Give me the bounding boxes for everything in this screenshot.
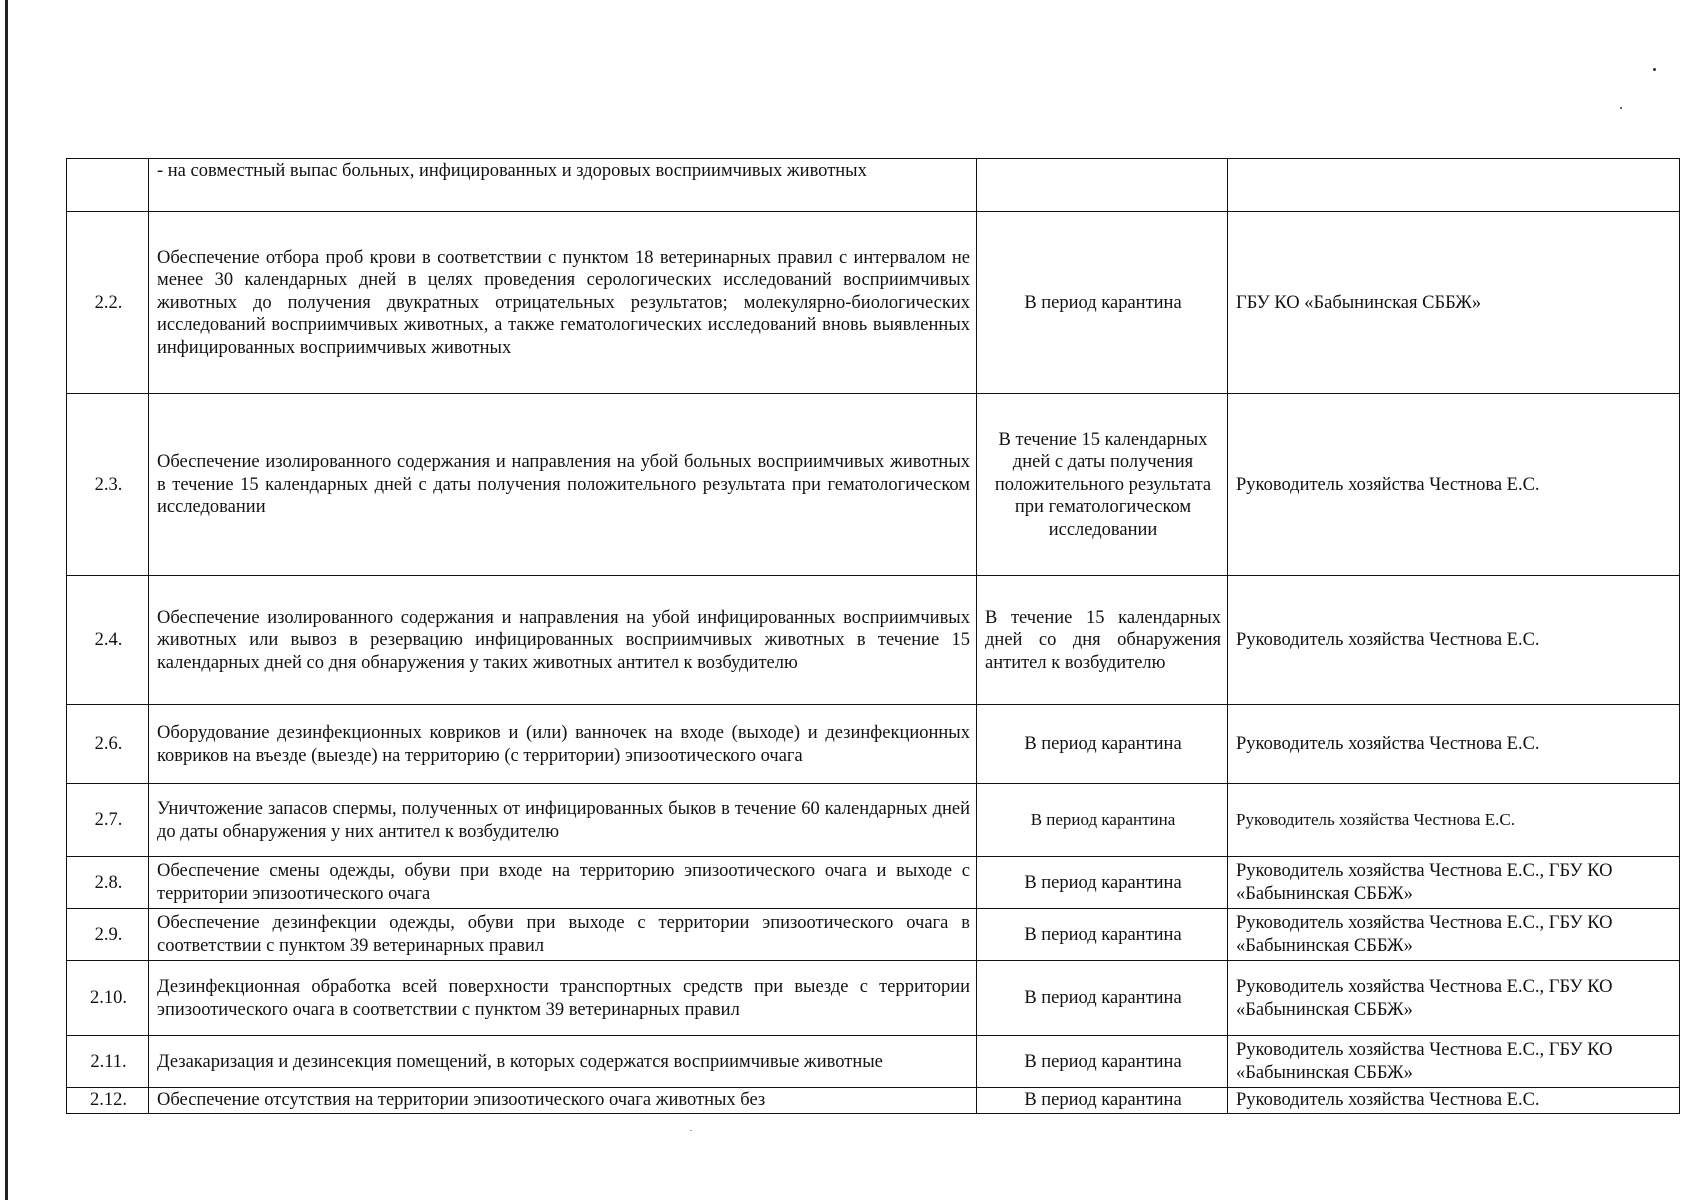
table-row [67,394,1680,576]
row-action: Обеспечение изолированного содержания и направления на убой больных восприимчивых животных в течение 15 календарных дней с даты получения положительного результата при гематологическом исследовании [149,394,977,576]
table-row [67,909,1680,961]
row-action: Дезинфекционная обработка всей поверхности транспортных средств при выезде с территории эпизоотического очага в соответствии с пунктом 39 ветеринарных правил [149,961,977,1036]
table-row [67,159,1680,212]
row-responsible: Руководитель хозяйства Честнова Е.С. [1228,576,1680,705]
row-responsible: Руководитель хозяйства Честнова Е.С. [1228,784,1680,857]
row-responsible: Руководитель хозяйства Честнова Е.С. [1228,394,1680,576]
scan-speck [690,1130,692,1131]
row-term: В период карантина [977,1036,1228,1088]
measures-table [66,158,1680,1114]
table-row [67,705,1680,784]
row-action: Обеспечение отсутствия на территории эпизоотического очага животных без [149,1088,977,1114]
row-responsible: Руководитель хозяйства Честнова Е.С., ГБУ КО «Бабынинская СББЖ» [1228,857,1680,909]
row-responsible: Руководитель хозяйства Честнова Е.С. [1228,705,1680,784]
row-term: В течение 15 календарных дней с даты получения положительного результата при гематологическом исследовании [977,394,1228,576]
row-action: Обеспечение дезинфекции одежды, обуви при выходе с территории эпизоотического очага в соответствии с пунктом 39 ветеринарных правил [149,909,977,961]
row-number [67,159,149,212]
row-term: В период карантина [977,1088,1228,1114]
row-action: Обеспечение отбора проб крови в соответствии с пунктом 18 ветеринарных правил с интервалом не менее 30 календарных дней в целях проведения серологических исследований восприимчивых животных до получения двукратных отрицательных результатов; молекулярно-биологических исследований восприимчивых животных, а также гематологических исследований вновь выявленных инфицированных восприимчивых животных [149,212,977,394]
row-number: 2.8. [67,857,149,909]
row-responsible: Руководитель хозяйства Честнова Е.С., ГБУ КО «Бабынинская СББЖ» [1228,909,1680,961]
row-action: Обеспечение изолированного содержания и направления на убой инфицированных восприимчивых животных или вывоз в резервацию инфицированных восприимчивых животных в течение 15 календарных дней со дня обнаружения у таких животных антител к возбудителю [149,576,977,705]
row-number: 2.12. [67,1088,149,1114]
row-number: 2.7. [67,784,149,857]
row-term [977,159,1228,212]
row-term: В период карантина [977,705,1228,784]
row-term: В период карантина [977,857,1228,909]
scan-speck [1620,107,1622,109]
row-responsible: Руководитель хозяйства Честнова Е.С., ГБУ КО «Бабынинская СББЖ» [1228,961,1680,1036]
row-term: В период карантина [977,961,1228,1036]
row-responsible [1228,159,1680,212]
row-term: В период карантина [977,784,1228,857]
row-responsible: ГБУ КО «Бабынинская СББЖ» [1228,212,1680,394]
row-action: Дезакаризация и дезинсекция помещений, в которых содержатся восприимчивые животные [149,1036,977,1088]
table-row [67,1088,1680,1114]
row-term: В период карантина [977,212,1228,394]
row-term: В период карантина [977,909,1228,961]
table-row [67,576,1680,705]
scan-speck [1653,68,1656,71]
row-number: 2.9. [67,909,149,961]
row-number: 2.3. [67,394,149,576]
row-term: В течение 15 календарных дней со дня обнаружения антител к возбудителю [977,576,1228,705]
row-number: 2.10. [67,961,149,1036]
row-action: Уничтожение запасов спермы, полученных от инфицированных быков в течение 60 календарных дней до даты обнаружения у них антител к возбудителю [149,784,977,857]
table-row [67,961,1680,1036]
table-row [67,784,1680,857]
scan-edge-line [5,0,8,1200]
row-responsible: Руководитель хозяйства Честнова Е.С., ГБУ КО «Бабынинская СББЖ» [1228,1036,1680,1088]
table-row [67,857,1680,909]
row-action: Оборудование дезинфекционных ковриков и (или) ванночек на входе (выходе) и дезинфекционных ковриков на въезде (выезде) на территорию (с территории) эпизоотического очага [149,705,977,784]
row-action: Обеспечение смены одежды, обуви при входе на территорию эпизоотического очага и выходе с территории эпизоотического очага [149,857,977,909]
row-number: 2.11. [67,1036,149,1088]
row-action: - на совместный выпас больных, инфицированных и здоровых восприимчивых животных [149,159,977,212]
row-number: 2.4. [67,576,149,705]
table-row [67,212,1680,394]
row-number: 2.2. [67,212,149,394]
row-number: 2.6. [67,705,149,784]
row-responsible: Руководитель хозяйства Честнова Е.С. [1228,1088,1680,1114]
table-row [67,1036,1680,1088]
